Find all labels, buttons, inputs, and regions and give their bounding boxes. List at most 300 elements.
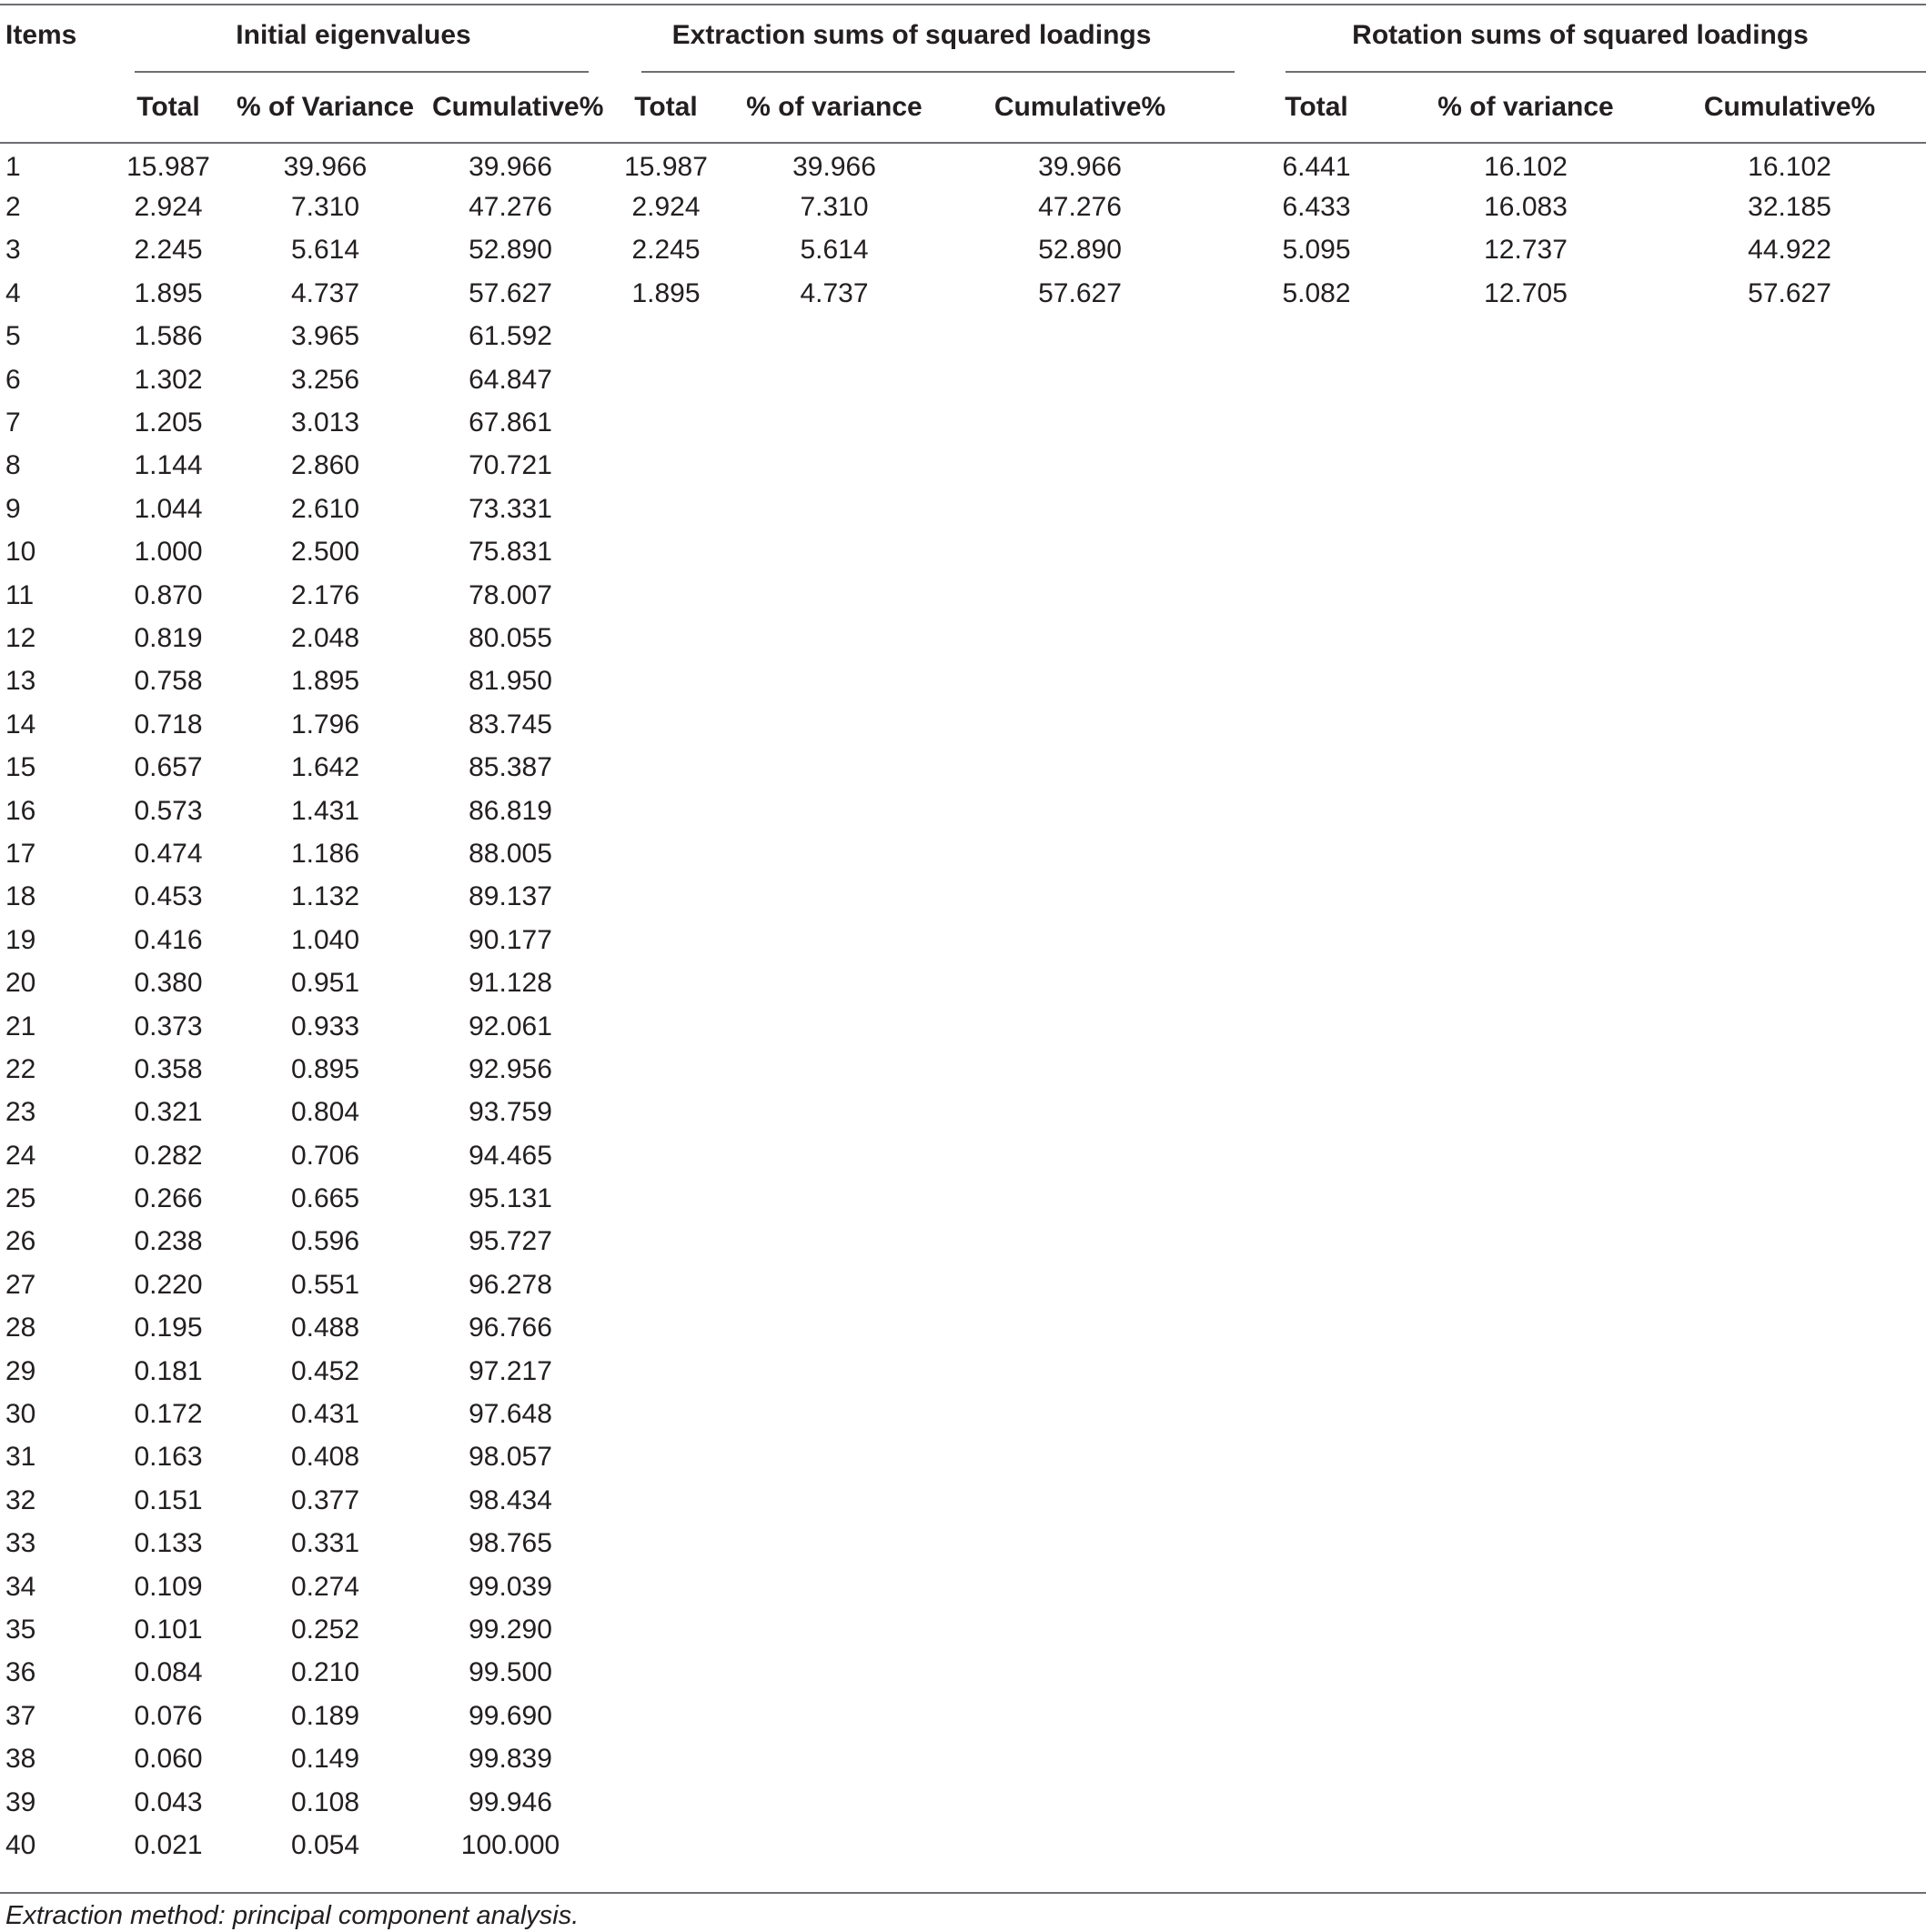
table-cell — [1398, 1523, 1653, 1565]
table-row — [0, 574, 1926, 617]
table-cell: 0.951 — [290, 968, 360, 999]
table-row — [0, 1608, 1926, 1651]
table-cell — [1235, 1177, 1398, 1220]
table-cell — [1235, 1565, 1398, 1608]
table-cell — [1653, 1005, 1926, 1048]
table-cell: 0.274 — [290, 1571, 360, 1602]
table-row — [0, 1134, 1926, 1177]
table-cell — [1235, 1307, 1398, 1350]
table-cell — [1653, 1695, 1926, 1737]
table-cell — [1235, 876, 1398, 919]
table-cell — [1235, 1048, 1398, 1091]
item-number-cell: 31 — [5, 1442, 36, 1473]
table-cell: 3.013 — [290, 408, 360, 438]
column-header: % of Variance — [218, 73, 432, 143]
bottom-rule — [0, 1892, 1926, 1894]
table-cell — [1398, 1781, 1653, 1824]
table-cell: 0.819 — [134, 622, 203, 653]
table-cell — [1398, 790, 1653, 832]
table-cell — [743, 1048, 925, 1091]
table-cell — [743, 1134, 925, 1177]
table-cell: 2.048 — [290, 622, 360, 653]
table-cell: 57.627 — [1748, 277, 1831, 308]
table-row — [0, 703, 1926, 746]
table-cell: 1.895 — [134, 277, 203, 308]
table-cell: 83.745 — [469, 709, 552, 740]
table-cell: 99.290 — [469, 1614, 552, 1645]
table-cell: 92.061 — [469, 1011, 552, 1041]
table-cell: 99.039 — [469, 1571, 552, 1602]
table-cell — [1653, 1781, 1926, 1824]
table-cell — [743, 1824, 925, 1867]
table-cell: 94.465 — [469, 1140, 552, 1171]
table-cell: 0.149 — [290, 1744, 360, 1775]
item-number-cell: 23 — [5, 1097, 36, 1128]
table-cell — [925, 1221, 1235, 1263]
table-cell: 81.950 — [469, 666, 552, 697]
table-row — [0, 746, 1926, 789]
table-cell: 16.102 — [1484, 152, 1568, 183]
table-cell: 75.831 — [469, 537, 552, 568]
item-number-cell: 8 — [5, 450, 21, 481]
table-cell: 0.220 — [134, 1269, 203, 1300]
item-number-cell: 29 — [5, 1355, 36, 1386]
table-cell: 0.377 — [290, 1484, 360, 1515]
table-cell — [1398, 876, 1653, 919]
table-cell: 2.176 — [290, 579, 360, 610]
table-row — [0, 1307, 1926, 1350]
table-cell: 0.321 — [134, 1097, 203, 1128]
table-cell — [743, 1608, 925, 1651]
table-cell — [1398, 1436, 1653, 1479]
table-cell — [589, 919, 743, 961]
table-cell — [743, 876, 925, 919]
table-cell — [743, 1523, 925, 1565]
table-cell — [1653, 961, 1926, 1004]
item-number-cell: 2 — [5, 192, 21, 223]
table-cell: 4.737 — [800, 277, 869, 308]
table-cell — [925, 1177, 1235, 1220]
table-cell — [925, 445, 1235, 488]
table-cell — [1653, 1737, 1926, 1780]
table-row — [0, 488, 1926, 530]
table-cell: 97.648 — [469, 1399, 552, 1430]
table-row — [0, 1393, 1926, 1435]
table-cell: 0.573 — [134, 795, 203, 826]
table-cell — [1235, 703, 1398, 746]
table-cell: 0.373 — [134, 1011, 203, 1041]
table-cell: 2.245 — [631, 235, 701, 266]
table-cell — [589, 1652, 743, 1695]
table-cell — [925, 401, 1235, 444]
item-number-cell: 5 — [5, 321, 21, 352]
table-cell — [1653, 1652, 1926, 1695]
table-row — [0, 660, 1926, 703]
table-cell: 1.044 — [134, 493, 203, 524]
table-cell — [743, 1221, 925, 1263]
table-cell: 3.965 — [290, 321, 360, 352]
table-cell — [589, 1781, 743, 1824]
table-cell — [1235, 617, 1398, 659]
table-cell — [925, 358, 1235, 401]
table-cell — [1235, 1436, 1398, 1479]
item-number-cell: 28 — [5, 1313, 36, 1343]
table-cell: 1.895 — [631, 277, 701, 308]
item-number-cell: 17 — [5, 838, 36, 869]
table-cell — [743, 358, 925, 401]
table-cell: 0.108 — [290, 1786, 360, 1817]
table-row — [0, 919, 1926, 961]
item-number-cell: 33 — [5, 1528, 36, 1559]
table-cell: 0.076 — [134, 1700, 203, 1731]
item-number-cell: 7 — [5, 408, 21, 438]
table-cell — [1653, 790, 1926, 832]
table-cell — [743, 401, 925, 444]
table-cell — [1235, 660, 1398, 703]
table-cell — [1235, 531, 1398, 574]
table-cell: 5.095 — [1282, 235, 1351, 266]
table-row — [0, 876, 1926, 919]
table-cell: 0.358 — [134, 1053, 203, 1084]
table-cell — [1235, 790, 1398, 832]
table-row — [0, 832, 1926, 875]
item-number-cell: 36 — [5, 1657, 36, 1688]
table-cell — [589, 1134, 743, 1177]
table-cell — [589, 1523, 743, 1565]
table-cell: 0.657 — [134, 752, 203, 783]
table-cell: 0.266 — [134, 1183, 203, 1214]
item-number-cell: 21 — [5, 1011, 36, 1041]
table-cell: 0.133 — [134, 1528, 203, 1559]
table-cell: 2.500 — [290, 537, 360, 568]
table-row — [0, 1177, 1926, 1220]
table-cell: 1.796 — [290, 709, 360, 740]
table-cell: 98.434 — [469, 1484, 552, 1515]
table-cell: 0.453 — [134, 881, 203, 912]
table-cell: 0.452 — [290, 1355, 360, 1386]
table-cell — [1398, 1005, 1653, 1048]
table-row — [0, 229, 1926, 272]
item-number-cell: 1 — [5, 152, 21, 183]
table-cell — [743, 1479, 925, 1522]
item-number-cell: 30 — [5, 1399, 36, 1430]
table-cell: 91.128 — [469, 968, 552, 999]
table-cell: 1.186 — [290, 838, 360, 869]
table-cell — [1235, 1523, 1398, 1565]
table-cell — [1653, 617, 1926, 659]
table-cell — [1653, 488, 1926, 530]
table-cell — [1235, 1652, 1398, 1695]
table-cell — [1653, 703, 1926, 746]
table-cell — [1398, 1393, 1653, 1435]
table-cell: 1.642 — [290, 752, 360, 783]
table-cell — [589, 703, 743, 746]
table-cell — [1398, 1737, 1653, 1780]
table-cell — [925, 1737, 1235, 1780]
table-cell — [1398, 1565, 1653, 1608]
table-cell: 0.282 — [134, 1140, 203, 1171]
table-row — [0, 1824, 1926, 1867]
table-cell: 0.331 — [290, 1528, 360, 1559]
item-number-cell: 13 — [5, 666, 36, 697]
table-cell — [925, 660, 1235, 703]
table-cell — [925, 832, 1235, 875]
table-cell — [1398, 358, 1653, 401]
table-cell: 3.256 — [290, 364, 360, 395]
table-cell: 0.804 — [290, 1097, 360, 1128]
table-cell — [925, 1781, 1235, 1824]
table-cell — [1653, 1565, 1926, 1608]
table-cell — [743, 1005, 925, 1048]
table-cell — [589, 1824, 743, 1867]
table-cell — [925, 790, 1235, 832]
table-cell: 0.933 — [290, 1011, 360, 1041]
table-cell: 86.819 — [469, 795, 552, 826]
table-cell — [1398, 1221, 1653, 1263]
table-cell — [1235, 316, 1398, 358]
table-cell — [1398, 401, 1653, 444]
table-cell — [1235, 832, 1398, 875]
table-cell: 78.007 — [469, 579, 552, 610]
item-number-cell: 35 — [5, 1614, 36, 1645]
table-cell — [1653, 1263, 1926, 1306]
table-cell — [1235, 574, 1398, 617]
item-number-cell: 19 — [5, 924, 36, 955]
table-cell — [743, 660, 925, 703]
table-cell: 67.861 — [469, 408, 552, 438]
table-row — [0, 445, 1926, 488]
table-cell — [589, 1350, 743, 1393]
table-cell: 39.966 — [1038, 152, 1122, 183]
table-cell — [925, 746, 1235, 789]
table-cell — [1398, 1479, 1653, 1522]
table-cell — [589, 1307, 743, 1350]
column-header: % of variance — [1398, 73, 1653, 143]
table-cell: 98.057 — [469, 1442, 552, 1473]
table-row — [0, 1048, 1926, 1091]
table-cell: 0.758 — [134, 666, 203, 697]
item-number-cell: 11 — [5, 579, 35, 610]
table-cell: 4.737 — [290, 277, 360, 308]
item-number-cell: 6 — [5, 364, 21, 395]
table-cell — [589, 445, 743, 488]
table-cell — [1398, 1695, 1653, 1737]
table-cell: 52.890 — [469, 235, 552, 266]
item-number-cell: 34 — [5, 1571, 36, 1602]
item-number-cell: 24 — [5, 1140, 36, 1171]
table-cell — [925, 1350, 1235, 1393]
table-cell — [1398, 832, 1653, 875]
table-row — [0, 1565, 1926, 1608]
table-cell: 39.966 — [469, 152, 552, 183]
table-cell — [1653, 401, 1926, 444]
table-cell — [743, 488, 925, 530]
table-cell: 88.005 — [469, 838, 552, 869]
item-number-cell: 15 — [5, 752, 36, 783]
column-header: % of variance — [743, 73, 925, 143]
table-cell: 2.924 — [134, 192, 203, 223]
table-cell — [925, 876, 1235, 919]
table-cell — [1653, 1177, 1926, 1220]
item-number-cell: 14 — [5, 709, 36, 740]
table-cell: 1.000 — [134, 537, 203, 568]
table-cell — [925, 1824, 1235, 1867]
table-cell — [743, 1263, 925, 1306]
table-cell — [925, 1608, 1235, 1651]
table-row — [0, 1652, 1926, 1695]
table-cell — [1235, 1479, 1398, 1522]
table-cell — [925, 1048, 1235, 1091]
table-cell: 1.205 — [134, 408, 203, 438]
table-cell: 99.946 — [469, 1786, 552, 1817]
table-cell — [743, 1393, 925, 1435]
group-rule — [641, 71, 1235, 73]
table-row — [0, 143, 1926, 186]
table-cell — [1398, 1824, 1653, 1867]
table-cell — [925, 1393, 1235, 1435]
item-number-cell: 16 — [5, 795, 36, 826]
table-cell: 98.765 — [469, 1528, 552, 1559]
table-cell: 97.217 — [469, 1355, 552, 1386]
table-cell: 57.627 — [469, 277, 552, 308]
table-cell — [1653, 1436, 1926, 1479]
table-cell — [925, 1092, 1235, 1134]
table-cell: 1.144 — [134, 450, 203, 481]
table-cell: 0.252 — [290, 1614, 360, 1645]
table-cell — [589, 1177, 743, 1220]
table-cell: 80.055 — [469, 622, 552, 653]
table-cell: 15.987 — [624, 152, 708, 183]
group-header-label: Rotation sums of squared loadings — [1352, 20, 1809, 50]
column-header: Cumulative% — [1653, 73, 1926, 143]
table-cell — [1235, 401, 1398, 444]
column-header: Cumulative% — [432, 73, 589, 143]
table-cell — [1653, 919, 1926, 961]
group-header-label: Initial eigenvalues — [236, 20, 471, 50]
table-cell: 0.870 — [134, 579, 203, 610]
table-cell: 0.895 — [290, 1053, 360, 1084]
table-cell: 96.766 — [469, 1313, 552, 1343]
table-cell — [743, 574, 925, 617]
table-cell — [1235, 1263, 1398, 1306]
item-number-cell: 20 — [5, 968, 36, 999]
table-cell: 16.083 — [1484, 192, 1568, 223]
table-cell — [589, 1565, 743, 1608]
table-cell: 0.151 — [134, 1484, 203, 1515]
table-cell — [1653, 1608, 1926, 1651]
table-cell — [589, 1479, 743, 1522]
table-cell: 99.500 — [469, 1657, 552, 1688]
table-cell — [589, 617, 743, 659]
table-cell — [743, 1350, 925, 1393]
table-cell: 16.102 — [1748, 152, 1831, 183]
table-cell: 47.276 — [469, 192, 552, 223]
table-cell: 0.488 — [290, 1313, 360, 1343]
table-cell: 89.137 — [469, 881, 552, 912]
table-cell — [1235, 961, 1398, 1004]
table-cell — [1235, 488, 1398, 530]
table-cell — [1235, 1781, 1398, 1824]
table-cell — [1235, 1221, 1398, 1263]
table-cell — [1235, 358, 1398, 401]
table-row — [0, 1221, 1926, 1263]
column-header: Total — [589, 73, 743, 143]
table-row — [0, 1350, 1926, 1393]
table-cell: 0.101 — [134, 1614, 203, 1645]
table-cell — [925, 1565, 1235, 1608]
table-cell — [589, 1221, 743, 1263]
table-cell: 1.895 — [290, 666, 360, 697]
table-cell — [925, 531, 1235, 574]
table-cell: 0.172 — [134, 1399, 203, 1430]
table-cell: 0.109 — [134, 1571, 203, 1602]
item-number-cell: 38 — [5, 1744, 36, 1775]
table-cell — [925, 574, 1235, 617]
table-cell: 0.408 — [290, 1442, 360, 1473]
table-cell — [925, 617, 1235, 659]
table-cell — [1398, 1307, 1653, 1350]
table-cell: 1.431 — [290, 795, 360, 826]
table-cell — [1653, 1350, 1926, 1393]
table-cell — [589, 961, 743, 1004]
table-cell: 52.890 — [1038, 235, 1122, 266]
table-cell: 85.387 — [469, 752, 552, 783]
item-number-cell: 10 — [5, 537, 36, 568]
table-cell — [589, 790, 743, 832]
table-row — [0, 617, 1926, 659]
table-cell — [1653, 1393, 1926, 1435]
table-cell — [589, 746, 743, 789]
table-cell — [1398, 1177, 1653, 1220]
table-cell — [1398, 919, 1653, 961]
item-number-cell: 32 — [5, 1484, 36, 1515]
table-row — [0, 961, 1926, 1004]
table-cell — [1398, 316, 1653, 358]
table-cell: 0.043 — [134, 1786, 203, 1817]
table-cell: 0.474 — [134, 838, 203, 869]
table-cell: 32.185 — [1748, 192, 1831, 223]
table-cell — [743, 531, 925, 574]
table-cell — [589, 1695, 743, 1737]
table-cell — [743, 1695, 925, 1737]
subheader-row — [0, 73, 1926, 143]
table-cell: 0.416 — [134, 924, 203, 955]
table-cell — [925, 1263, 1235, 1306]
table-cell — [925, 919, 1235, 961]
table-cell — [1653, 876, 1926, 919]
table-cell: 0.431 — [290, 1399, 360, 1430]
table-cell — [1235, 746, 1398, 789]
table-cell — [1235, 1350, 1398, 1393]
table-cell — [743, 1565, 925, 1608]
table-cell: 0.238 — [134, 1226, 203, 1257]
table-cell: 6.441 — [1282, 152, 1351, 183]
table-cell — [1653, 1134, 1926, 1177]
table-cell — [743, 1781, 925, 1824]
table-cell — [743, 1092, 925, 1134]
item-number-cell: 18 — [5, 881, 36, 912]
table-cell — [925, 1134, 1235, 1177]
table-cell — [1398, 703, 1653, 746]
table-cell — [1653, 746, 1926, 789]
table-row — [0, 186, 1926, 228]
group-rule — [135, 71, 589, 73]
table-cell — [1398, 1263, 1653, 1306]
table-row — [0, 531, 1926, 574]
table-cell: 57.627 — [1038, 277, 1122, 308]
table-cell: 0.060 — [134, 1744, 203, 1775]
table-cell — [1653, 531, 1926, 574]
